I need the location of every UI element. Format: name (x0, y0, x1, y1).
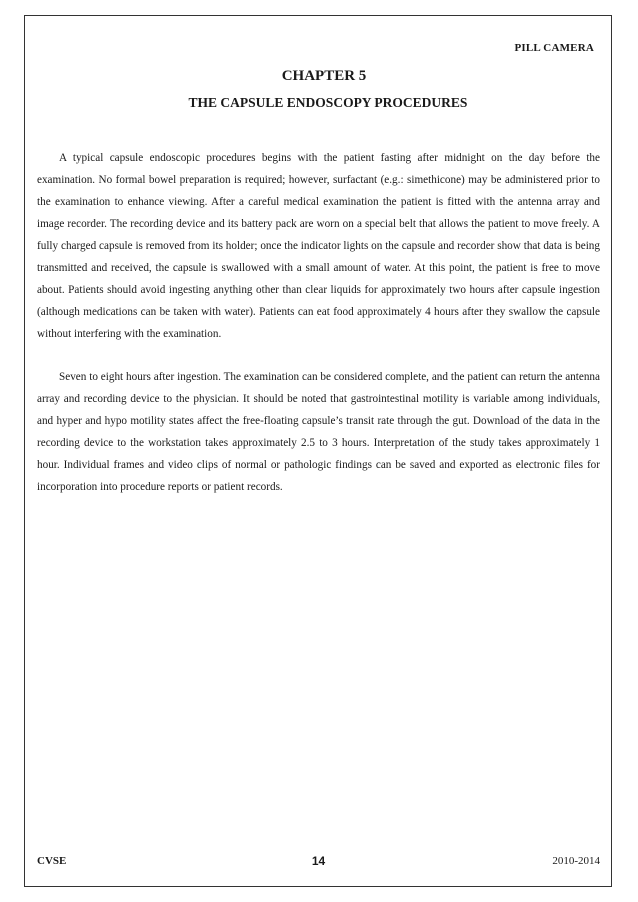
paragraph-examination-completion: Seven to eight hours after ingestion. The examination can be considered complete, and the patient can return the antenna array and recording device to the physician. It should be noted that gastrointestinal motility is variable among individuals, and hyper and hypo motility states affect the free-floating capsule’s transit rate through the gut. Download of the data in the recording device to the workstation takes approximately 2.5 to 3 hours. Interpretation of the study takes approximately 1 hour. Individual frames and video clips of normal or pathologic findings can be saved and exported as electronic files for incorporation into procedure reports or patient records. (37, 371, 600, 493)
running-header: PILL CAMERA (514, 42, 594, 54)
body-text (37, 147, 600, 498)
footer-department: CVSE (37, 855, 67, 867)
paragraph-procedure-overview: A typical capsule endoscopic procedures begins with the patient fasting after midnight on the day before the examination. No formal bowel preparation is required; however, surfactant (e.g.: simethicone) may be administered prior to the examination to enhance viewing. After a careful medical examination the patient is fitted with the antenna array and image recorder. The recording device and its battery pack are worn on a special belt that allows the patient to move freely. A fully charged capsule is removed from its holder; once the indicator lights on the capsule and recorder show that data is being transmitted and received, the capsule is swallowed with a small amount of water. At this point, the patient is free to move about. Patients should avoid ingesting anything other than clear liquids for approximately two hours after capsule ingestion (although medications can be taken with water). Patients can eat food approximately 4 hours after they swallow the capsule without interfering with the examination. (37, 152, 600, 340)
page-footer (37, 855, 600, 871)
footer-year-range: 2010-2014 (552, 855, 600, 867)
chapter-number: CHAPTER 5 (281, 68, 367, 84)
chapter-title: THE CAPSULE ENDOSCOPY PROCEDURES (188, 95, 468, 110)
page-number: 14 (311, 854, 326, 868)
